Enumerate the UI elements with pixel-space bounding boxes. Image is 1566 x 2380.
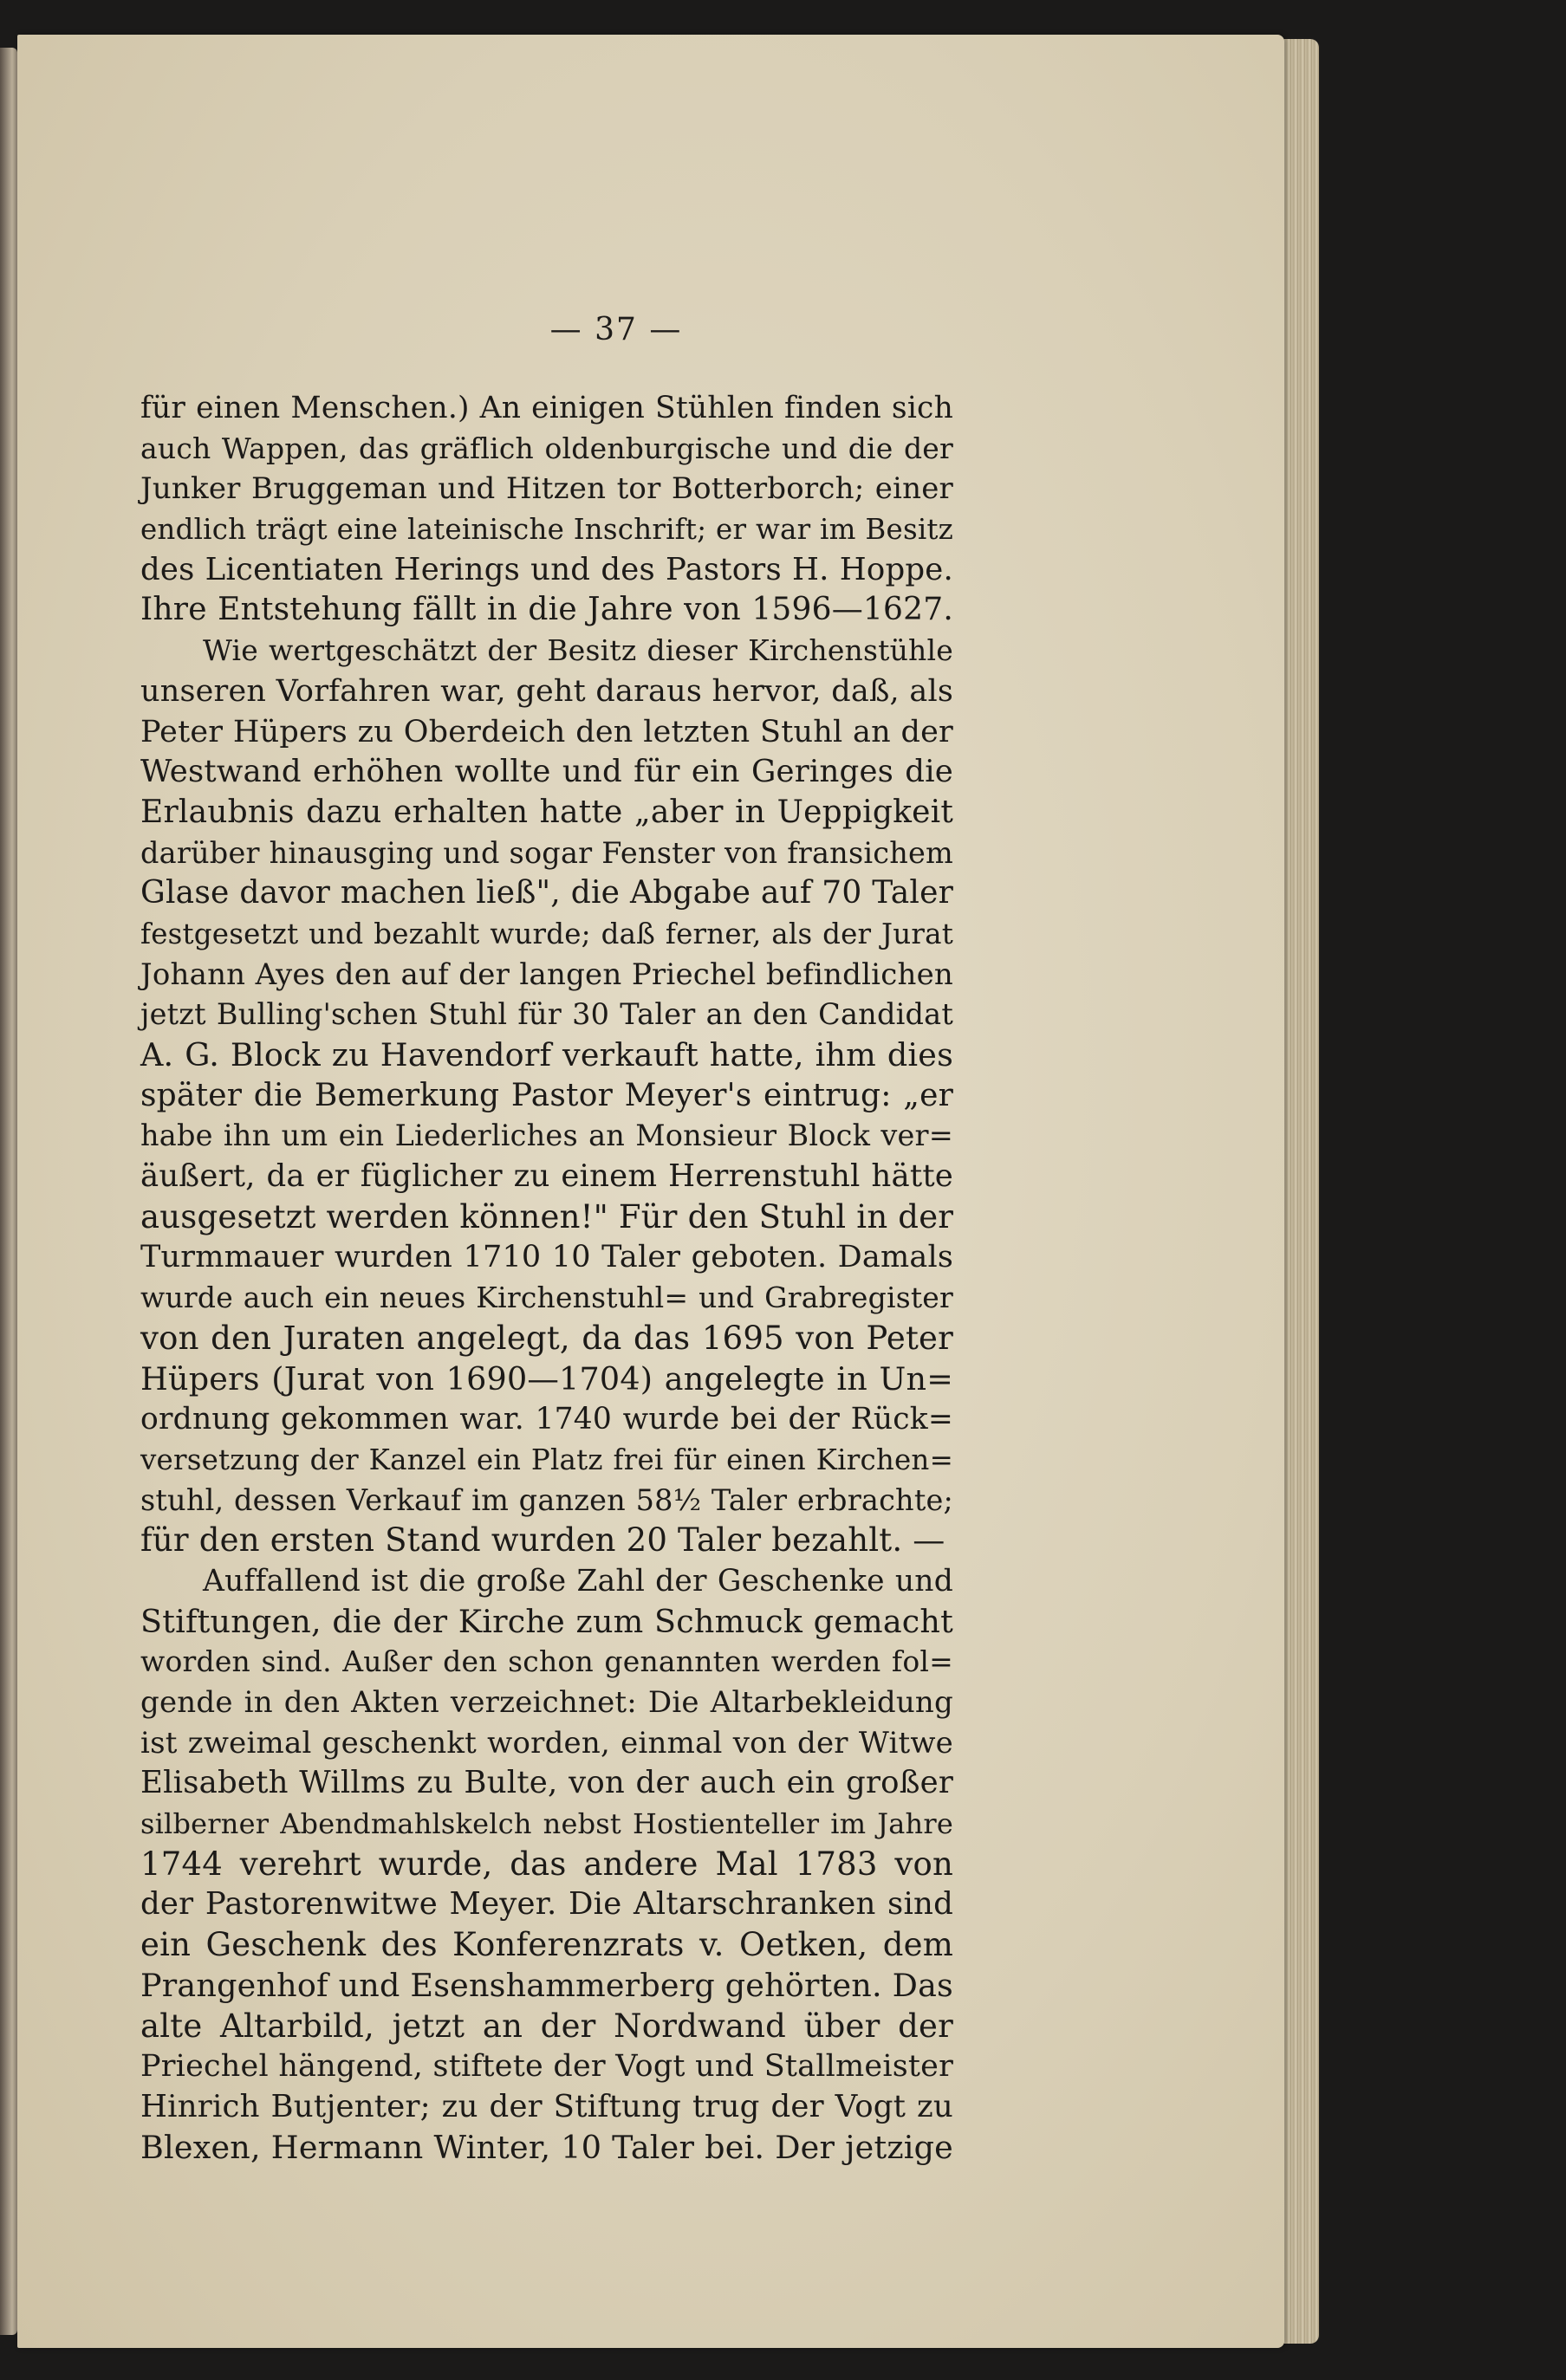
text-line: Westwand erhöhen wollte und für ein Geringes die (140, 754, 953, 790)
text-line: habe ihn um ein Liederliches an Monsieur Block ver= (140, 1119, 953, 1153)
text-line: Johann Ayes den auf der langen Priechel befindlichen (140, 957, 953, 992)
text-line: für einen Menschen.) An einigen Stühlen finden sich (140, 391, 953, 425)
text-line: Stiftungen, die der Kirche zum Schmuck gemacht (140, 1602, 953, 1640)
text-line: darüber hinausging und sogar Fenster von fransichem (140, 835, 953, 870)
text-line: Ihre Entstehung fällt in die Jahre von 1596—1627. (140, 592, 953, 628)
text-line: festgesetzt und bezahlt wurde; daß ferner, als der Jurat (140, 917, 953, 950)
text-line: Auffallend ist die große Zahl der Geschenke und (203, 1563, 953, 1599)
text-line: später die Bemerkung Pastor Meyer's eintrug: „er (140, 1077, 953, 1113)
text-line: worden sind. Außer den schon genannten werden fol= (140, 1644, 953, 1679)
text-line: Priechel hängend, stiftete der Vogt und Stallmeister (140, 2049, 953, 2085)
text-line: Prangenhof und Esenshammerberg gehörten. Das (140, 1966, 953, 2004)
text-line: Wie wertgeschätzt der Besitz dieser Kirchenstühle (203, 633, 953, 668)
text-line: endlich trägt eine lateinische Inschrift; er war im Besitz (140, 513, 953, 547)
text-line: unseren Vorfahren war, geht daraus hervor, daß, als (140, 673, 953, 709)
text-line: Glase davor machen ließ", die Abgabe auf 70 Taler (140, 875, 953, 911)
text-line: Elisabeth Willms zu Bulte, von der auch ein großer (140, 1765, 953, 1801)
text-line: versetzung der Kanzel ein Platz frei für einen Kirchen= (140, 1443, 953, 1476)
text-line: Blexen, Hermann Winter, 10 Taler bei. Der jetzige (140, 2128, 953, 2166)
text-line: alte Altarbild, jetzt an der Nordwand über der (140, 2007, 953, 2045)
text-line: für den ersten Stand wurden 20 Taler bezahlt. — (140, 1521, 945, 1560)
text-line: von den Juraten angelegt, da das 1695 von Peter (140, 1319, 953, 1357)
text-line: auch Wappen, das gräflich oldenburgische und die der (140, 431, 953, 465)
text-line: 1744 verehrt wurde, das andere Mal 1783 von (140, 1845, 953, 1883)
text-line: Hinrich Butjenter; zu der Stiftung trug der Vogt zu (140, 2088, 953, 2124)
page-number: — 37 — (549, 312, 683, 347)
text-line: silberner Abendmahlskelch nebst Hostienteller im Jahre (140, 1807, 953, 1841)
body-text (140, 388, 953, 2168)
previous-page-edge (0, 48, 17, 2335)
text-line: jetzt Bulling'schen Stuhl für 30 Taler an den Candidat (140, 997, 953, 1032)
text-line: gende in den Akten verzeichnet: Die Altarbekleidung (140, 1685, 953, 1720)
text-line: der Pastorenwitwe Meyer. Die Altarschranken sind (140, 1886, 953, 1923)
text-line: stuhl, dessen Verkauf im ganzen 58½ Taler erbrachte; (140, 1482, 953, 1517)
text-line: ordnung gekommen war. 1740 wurde bei der Rück= (140, 1402, 953, 1437)
text-line: Turmmauer wurden 1710 10 Taler geboten. Damals (140, 1240, 953, 1275)
text-line: ist zweimal geschenkt worden, einmal von der Witwe (140, 1725, 953, 1761)
text-line: äußert, da er füglicher zu einem Herrenstuhl hätte (140, 1158, 953, 1195)
text-line: wurde auch ein neues Kirchenstuhl= und Grabregister (140, 1281, 953, 1315)
text-line: Junker Bruggeman und Hitzen tor Botterborch; einer (140, 471, 953, 507)
text-line: Erlaubnis dazu erhalten hatte „aber in Ueppigkeit (140, 794, 953, 830)
text-line: Peter Hüpers zu Oberdeich den letzten Stuhl an der (140, 714, 953, 749)
text-line: ausgesetzt werden können!" Für den Stuhl in der (140, 1197, 954, 1235)
text-line: ein Geschenk des Konferenzrats v. Oetken, dem (140, 1926, 953, 1964)
text-line: Hüpers (Jurat von 1690—1704) angelegte in Un= (140, 1359, 953, 1398)
book-page (17, 35, 1284, 2348)
text-line: A. G. Block zu Havendorf verkauft hatte, ihm dies (140, 1036, 953, 1073)
text-line: des Licentiaten Herings und des Pastors H. Hoppe. (140, 551, 953, 587)
